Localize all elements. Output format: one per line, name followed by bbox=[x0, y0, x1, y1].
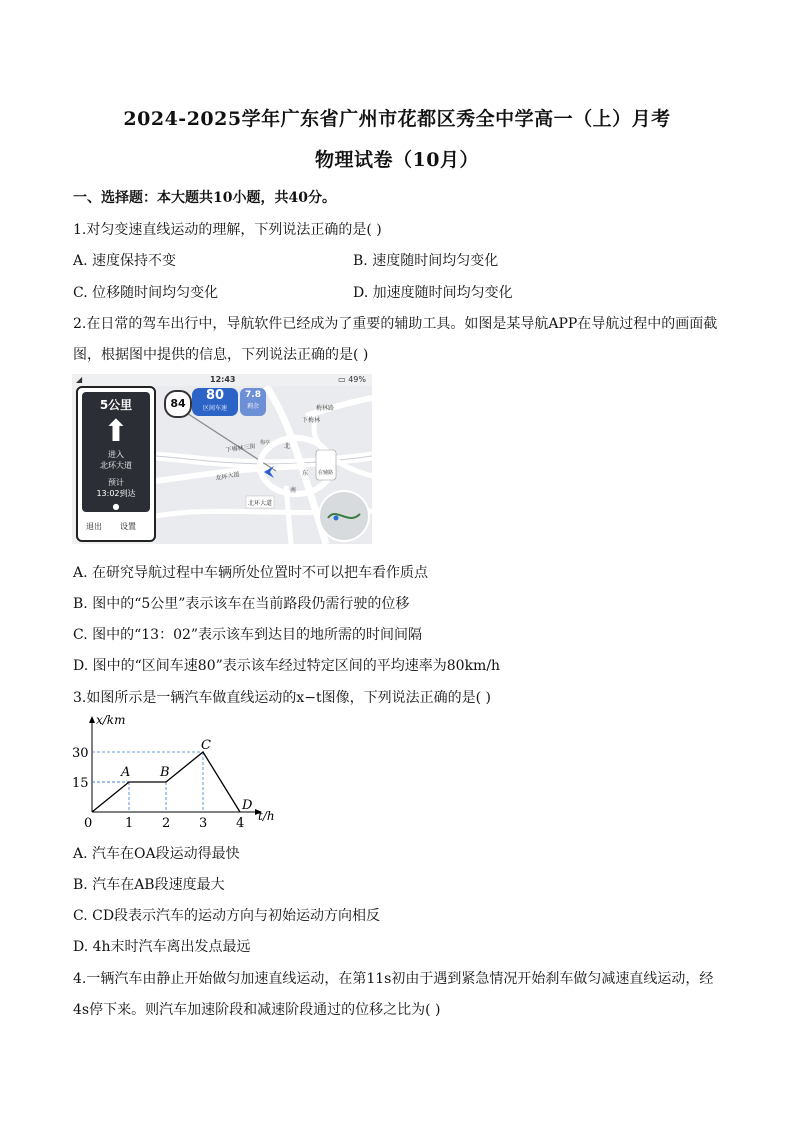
svg-text:北: 北 bbox=[284, 443, 291, 450]
svg-text:北环大道: 北环大道 bbox=[248, 500, 273, 507]
q2-stem-line2: 图，根据图中提供的信息，下列说法正确的是( ) bbox=[73, 347, 369, 363]
status-bar bbox=[72, 374, 372, 386]
navigation-screenshot bbox=[72, 374, 372, 544]
exam-title-line2: 物理试卷（10月） bbox=[315, 149, 479, 171]
section-speed-label: 区间车速 bbox=[202, 405, 227, 412]
remaining-badge bbox=[240, 388, 266, 416]
enter-label: 进入 bbox=[108, 450, 124, 459]
current-speed: 84 bbox=[164, 390, 192, 418]
svg-text:南: 南 bbox=[290, 487, 297, 494]
point-label-b: B bbox=[160, 765, 170, 780]
road-name: 北环大道 bbox=[100, 461, 132, 470]
xt-chart-svg bbox=[72, 712, 282, 832]
remaining-value: 7.8 bbox=[245, 390, 261, 400]
svg-text:梅亭: 梅亭 bbox=[260, 440, 271, 446]
straight-arrow-icon: ⬆ bbox=[103, 414, 129, 449]
q2-stem-line1: 2.在日常的驾车出行中，导航软件已经成为了重要的辅助工具。如图是某导航APP在导航过程中的画面截 bbox=[73, 316, 718, 332]
remaining-distance: 5公里 bbox=[99, 398, 133, 412]
svg-text:在辅路: 在辅路 bbox=[318, 470, 334, 476]
section-speed-badge bbox=[192, 388, 238, 416]
settings-button[interactable]: 设置 bbox=[120, 522, 136, 531]
section-speed-value: 80 bbox=[205, 388, 225, 403]
q2-option-c: C. 图中的“13：02”表示该车到达目的地所需的时间间隔 bbox=[73, 627, 423, 643]
battery-level: 49% bbox=[348, 375, 366, 384]
guidance-panel bbox=[76, 386, 156, 542]
eta-label: 预计 bbox=[108, 478, 124, 487]
exam-title-line1: 2024-2025学年广东省广州市花都区秀全中学高一（上）月考 bbox=[123, 108, 671, 130]
y-tick-label: 15 bbox=[72, 776, 89, 791]
svg-text:北环大道: 北环大道 bbox=[215, 470, 240, 482]
section-heading: 一、选择题：本大题共10小题，共40分。 bbox=[73, 190, 336, 206]
point-label-a: A bbox=[121, 765, 131, 780]
battery: ▭ 49% bbox=[338, 375, 366, 384]
q1-option-c: C. 位移随时间均匀变化 bbox=[73, 285, 219, 301]
origin-label: 0 bbox=[84, 816, 93, 831]
q1-option-d: D. 加速度随时间均匀变化 bbox=[353, 285, 513, 301]
q3-option-d: D. 4h末时汽车离出发点最远 bbox=[73, 939, 251, 955]
x-tick-label: 4 bbox=[236, 816, 245, 831]
x-tick-label: 3 bbox=[199, 816, 208, 831]
q4-stem-line1: 4.一辆汽车由静止开始做匀加速直线运动，在第11s初由于遇到紧急情况开始刹车做匀减速直线运动，经 bbox=[73, 971, 714, 987]
q1-option-b: B. 速度随时间均匀变化 bbox=[353, 253, 499, 269]
assistant-icon: ● bbox=[112, 502, 120, 511]
panel-buttons bbox=[80, 516, 152, 538]
q3-option-b: B. 汽车在AB段速度最大 bbox=[73, 877, 225, 893]
clock: 12:43 bbox=[210, 375, 236, 384]
q3-option-a: A. 汽车在OA段运动得最快 bbox=[73, 846, 240, 862]
point-label-c: C bbox=[201, 738, 211, 753]
svg-text:下梅林: 下梅林 bbox=[302, 417, 321, 424]
exit-button[interactable]: 退出 bbox=[86, 522, 102, 531]
y-axis-arrow bbox=[89, 716, 95, 723]
eta-time: 13:02到达 bbox=[96, 489, 136, 498]
q4-stem-line2: 4s停下来。则汽车加速阶段和减速阶段通过的位移之比为( ) bbox=[73, 1002, 441, 1018]
signal-icon: ◢ bbox=[76, 375, 83, 384]
x-tick-label: 2 bbox=[162, 816, 171, 831]
q3-stem: 3.如图所示是一辆汽车做直线运动的x−t图像，下列说法正确的是( ) bbox=[73, 690, 491, 706]
point-label-d: D bbox=[242, 798, 253, 813]
x-tick-label: 1 bbox=[125, 816, 134, 831]
q1-option-a: A. 速度保持不变 bbox=[73, 253, 177, 269]
y-tick-label: 30 bbox=[72, 746, 89, 761]
q2-option-b: B. 图中的“5公里”表示该车在当前路段仍需行驶的位移 bbox=[73, 596, 410, 612]
q2-option-d: D. 图中的“区间车速80”表示该车经过特定区间的平均速率为80km/h bbox=[73, 658, 501, 674]
svg-text:下梅林三街: 下梅林三街 bbox=[225, 442, 257, 454]
q3-option-c: C. CD段表示汽车的运动方向与初始运动方向相反 bbox=[73, 908, 381, 924]
q2-option-a: A. 在研究导航过程中车辆所处位置时不可以把车看作质点 bbox=[73, 565, 429, 581]
xt-chart bbox=[72, 712, 282, 832]
y-axis-label: x/km bbox=[96, 713, 126, 727]
svg-text:梅林路: 梅林路 bbox=[316, 405, 335, 412]
guidance-card bbox=[82, 392, 150, 512]
q1-stem: 1.对匀变速直线运动的理解，下列说法正确的是( ) bbox=[73, 222, 382, 238]
svg-text:东: 东 bbox=[302, 470, 309, 477]
remaining-label: 剩余 bbox=[246, 403, 259, 410]
x-axis-label: t/h bbox=[258, 809, 275, 823]
